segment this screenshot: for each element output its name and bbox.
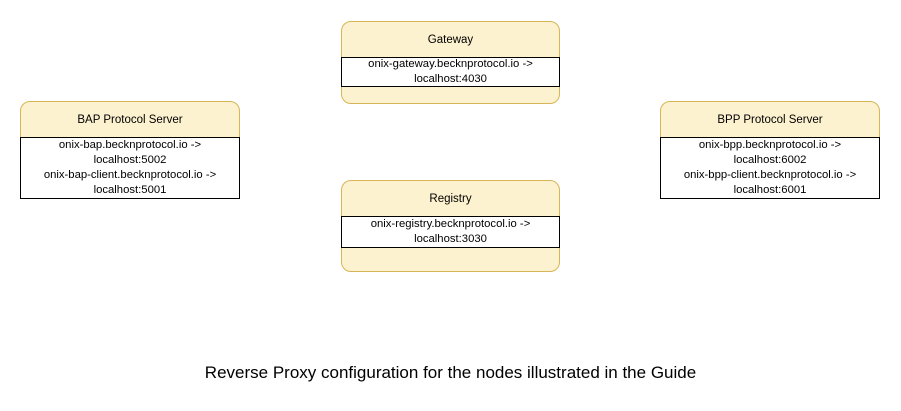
node-bap-entry-3: onix-bap-client.becknprotocol.io -> [43,168,217,181]
node-bap-title: BAP Protocol Server [77,114,183,126]
node-registry-footer [342,248,559,271]
node-bpp-body [660,137,880,199]
node-bap-footer [21,199,239,211]
node-gateway-entry-2: localhost:4030 [414,72,487,85]
node-bap-protocol-server [20,101,240,196]
node-bap-entry-2: localhost:5002 [93,153,167,166]
node-gateway-entry-1: onix-gateway.becknprotocol.io -> [368,57,533,70]
node-bpp-entry-4: localhost:6001 [733,183,807,196]
node-bpp-entry-3: onix-bpp-client.becknprotocol.io -> [683,168,857,181]
node-gateway-body [341,57,560,87]
node-registry-title: Registry [429,193,472,205]
node-bap-entry-4: localhost:5001 [93,183,167,196]
node-gateway-footer [342,87,559,103]
node-bap-body [20,137,240,199]
node-bpp-protocol-server [660,101,880,196]
node-registry-entry-2: localhost:3030 [414,232,487,245]
node-registry-entry-1: onix-registry.becknprotocol.io -> [370,217,531,230]
diagram-caption: Reverse Proxy configuration for the nodes illustrated in the Guide [204,363,697,382]
node-bpp-entry-2: localhost:6002 [733,153,807,166]
node-gateway [341,21,560,104]
node-bpp-entry-1: onix-bpp.becknprotocol.io -> [698,138,842,151]
node-registry-body [341,216,560,248]
node-gateway-title: Gateway [427,34,474,46]
node-bap-entry-1: onix-bap.becknprotocol.io -> [58,138,202,151]
node-registry [341,180,560,272]
node-bpp-footer [661,199,879,211]
node-bpp-title: BPP Protocol Server [717,114,823,126]
